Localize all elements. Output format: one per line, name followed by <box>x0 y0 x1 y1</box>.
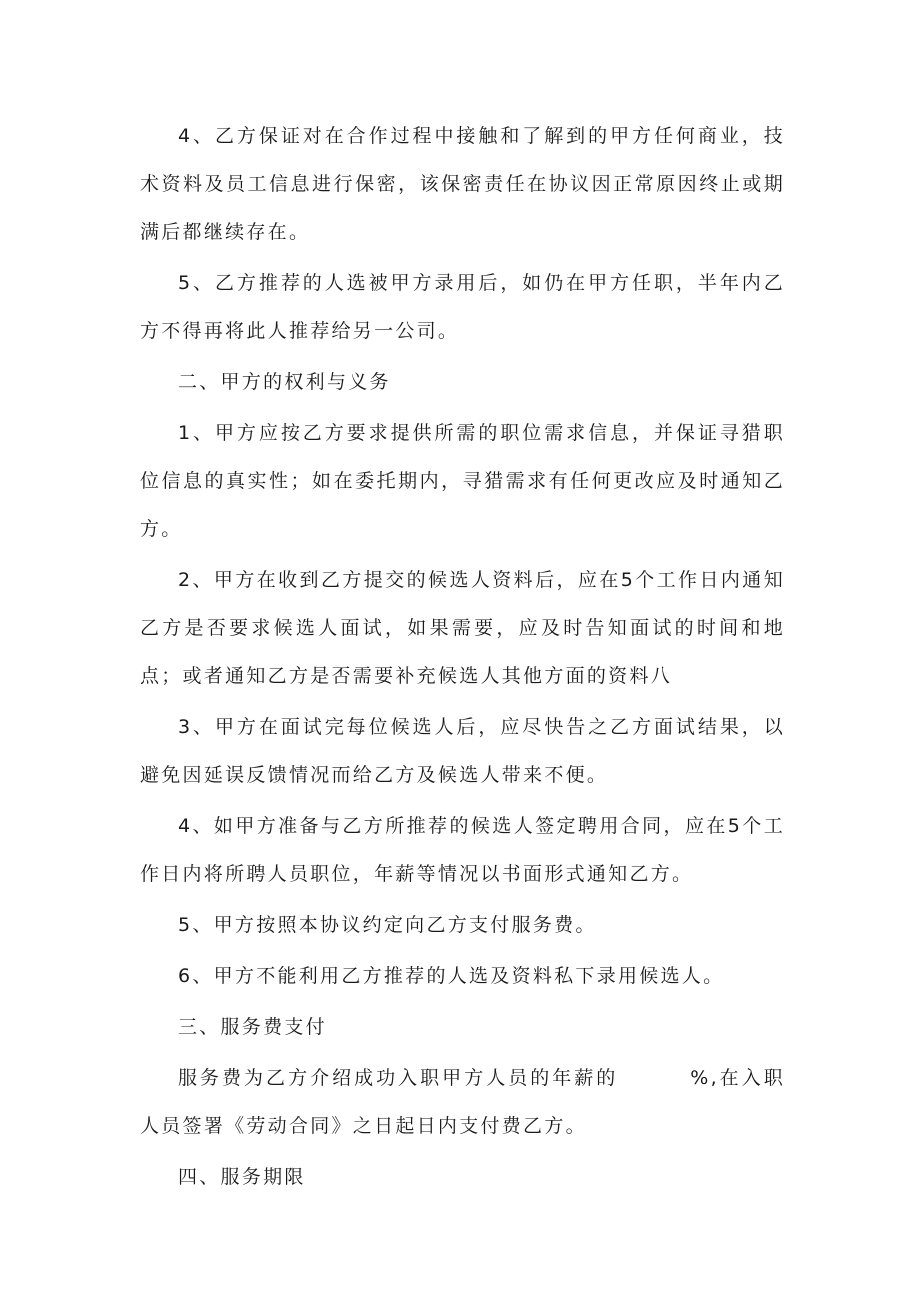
clause-party-b-5: 5、乙方推荐的人选被甲方录用后，如仍在甲方任职，半年内乙方不得再将此人推荐给另一公司。 <box>140 272 785 342</box>
service-fee-clause <box>140 1054 785 1150</box>
clause-party-a-1: 1、甲方应按乙方要求提供所需的职位需求信息，并保证寻猎职位信息的真实性；如在委托期内，寻猎需求有任何更改应及时通知乙方。 <box>140 422 785 540</box>
section-heading-4: 四、服务期限 <box>178 1166 306 1188</box>
section-heading-3: 三、服务费支付 <box>178 1016 327 1038</box>
fee-clause-text-before: 服务费为乙方介绍成功入职甲方人员的年薪的 <box>178 1067 619 1089</box>
clause-party-a-4: 4、如甲方准备与乙方所推荐的候选人签定聘用合同，应在5个工作日内将所聘人员职位，年薪等情况以书面形式通知乙方。 <box>140 815 785 885</box>
clause-party-a-3: 3、甲方在面试完每位候选人后，应尽快告之乙方面试结果，以避免因延误反馈情况而给乙方及候选人带来不便。 <box>140 716 785 786</box>
clause-party-a-2: 2、甲方在收到乙方提交的候选人资料后，应在5个工作日内通知乙方是否要求候选人面试，如果需要，应及时告知面试的时间和地点；或者通知乙方是否需要补充候选人其他方面的资料八 <box>140 569 785 687</box>
clause-party-a-6: 6、甲方不能利用乙方推荐的人选及资料私下录用候选人。 <box>178 965 725 987</box>
fee-clause-text-after: %,在入职人员签署《劳动合同》之日起日内支付费乙方。 <box>140 1067 785 1137</box>
clause-party-b-4: 4、乙方保证对在合作过程中接触和了解到的甲方任何商业，技术资料及员工信息进行保密，该保密责任在协议因正常原因终止或期满后都继续存在。 <box>140 125 785 243</box>
clause-party-a-5: 5、甲方按照本协议约定向乙方支付服务费。 <box>178 914 597 936</box>
section-heading-2: 二、甲方的权利与义务 <box>178 371 391 393</box>
document-body <box>140 112 785 1204</box>
